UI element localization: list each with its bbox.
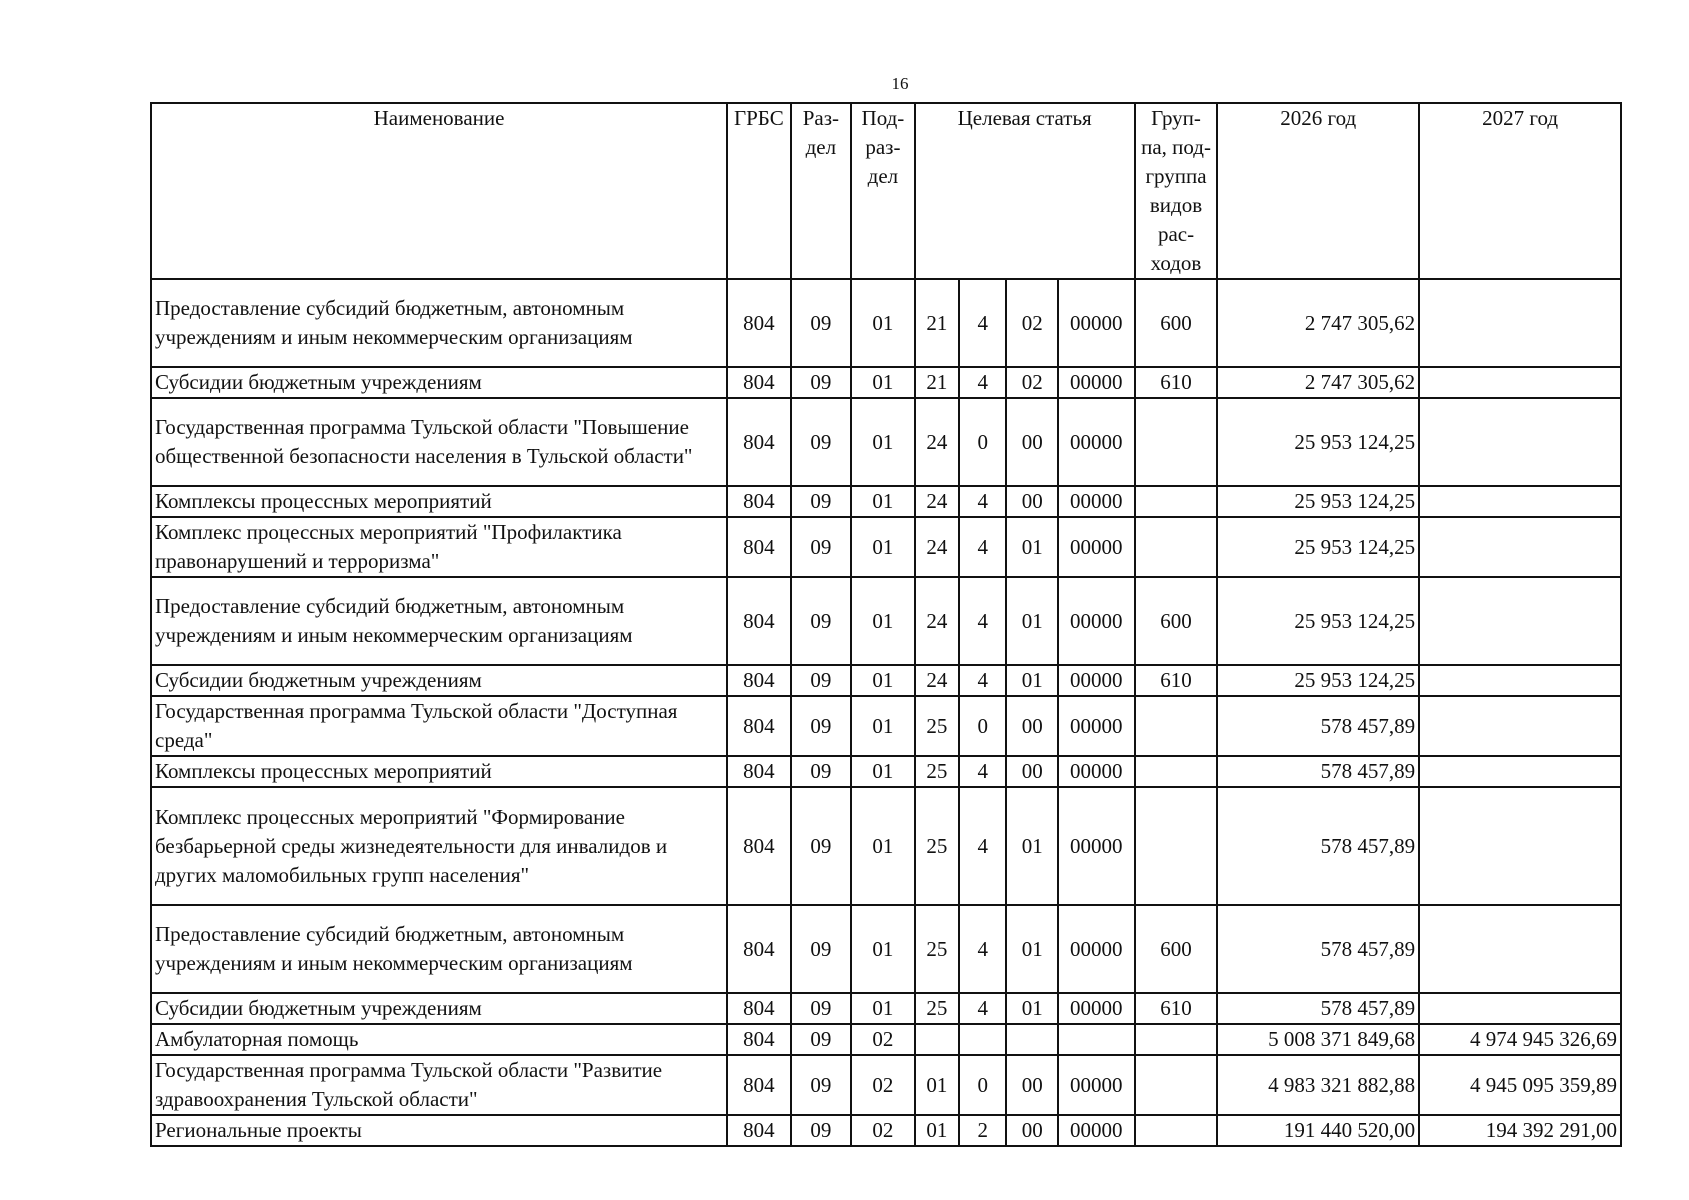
- cell-target-type: 4: [959, 577, 1006, 665]
- cell-name: Государственная программа Тульской области "Развитие здравоохранения Тульской области": [151, 1055, 727, 1115]
- cell-amount-2027: 194 392 291,00: [1419, 1115, 1621, 1146]
- cell-podrazdel: 02: [851, 1024, 915, 1055]
- cell-target-type: 4: [959, 787, 1006, 905]
- cell-target-program: 24: [915, 398, 959, 486]
- cell-name: Предоставление субсидий бюджетным, автономным учреждениям и иным некоммерческим организациям: [151, 577, 727, 665]
- cell-razdel: 09: [791, 1024, 852, 1055]
- cell-podrazdel: 01: [851, 905, 915, 993]
- cell-podrazdel: 02: [851, 1055, 915, 1115]
- cell-razdel: 09: [791, 577, 852, 665]
- cell-podrazdel: 01: [851, 696, 915, 756]
- cell-expense-group: [1135, 398, 1218, 486]
- cell-target-subprogram: 00: [1006, 756, 1057, 787]
- cell-name: Субсидии бюджетным учреждениям: [151, 367, 727, 398]
- cell-razdel: 09: [791, 367, 852, 398]
- header-target-article: Целевая статья: [915, 103, 1135, 279]
- table-row: [151, 367, 1621, 398]
- table-row: [151, 756, 1621, 787]
- cell-expense-group: [1135, 1115, 1218, 1146]
- cell-expense-group: [1135, 1024, 1218, 1055]
- cell-amount-2027: [1419, 517, 1621, 577]
- cell-target-subprogram: 00: [1006, 1055, 1057, 1115]
- cell-target-subprogram: 00: [1006, 398, 1057, 486]
- cell-amount-2026: 2 747 305,62: [1217, 279, 1419, 367]
- cell-amount-2027: [1419, 993, 1621, 1024]
- cell-target-direction: 00000: [1058, 756, 1135, 787]
- cell-grbs: 804: [727, 696, 791, 756]
- cell-target-type: 4: [959, 486, 1006, 517]
- cell-target-direction: 00000: [1058, 905, 1135, 993]
- cell-expense-group: 600: [1135, 577, 1218, 665]
- cell-grbs: 804: [727, 279, 791, 367]
- cell-podrazdel: 01: [851, 517, 915, 577]
- cell-target-subprogram: 01: [1006, 905, 1057, 993]
- cell-target-direction: [1058, 1024, 1135, 1055]
- cell-target-program: 24: [915, 486, 959, 517]
- cell-target-subprogram: 01: [1006, 665, 1057, 696]
- cell-name: Региональные проекты: [151, 1115, 727, 1146]
- cell-name: Комплекс процессных мероприятий "Профилактика правонарушений и терроризма": [151, 517, 727, 577]
- table-row: [151, 787, 1621, 905]
- cell-expense-group: 600: [1135, 905, 1218, 993]
- cell-name: Государственная программа Тульской области "Доступная среда": [151, 696, 727, 756]
- header-grbs: ГРБС: [727, 103, 791, 279]
- cell-grbs: 804: [727, 517, 791, 577]
- cell-amount-2027: [1419, 696, 1621, 756]
- cell-target-program: 24: [915, 517, 959, 577]
- cell-target-program: 25: [915, 905, 959, 993]
- cell-target-subprogram: 01: [1006, 993, 1057, 1024]
- table-body: [151, 279, 1621, 1146]
- cell-name: Субсидии бюджетным учреждениям: [151, 993, 727, 1024]
- cell-grbs: 804: [727, 787, 791, 905]
- cell-expense-group: 600: [1135, 279, 1218, 367]
- cell-target-direction: 00000: [1058, 517, 1135, 577]
- cell-amount-2026: 2 747 305,62: [1217, 367, 1419, 398]
- header-expense-group: Груп- па, под- группа видов рас- ходов: [1135, 103, 1218, 279]
- table-header-row: [151, 103, 1621, 279]
- cell-target-subprogram: 01: [1006, 517, 1057, 577]
- cell-amount-2026: 578 457,89: [1217, 787, 1419, 905]
- cell-grbs: 804: [727, 1115, 791, 1146]
- cell-target-subprogram: 01: [1006, 787, 1057, 905]
- cell-grbs: 804: [727, 367, 791, 398]
- cell-target-subprogram: [1006, 1024, 1057, 1055]
- cell-target-direction: 00000: [1058, 577, 1135, 665]
- cell-target-direction: 00000: [1058, 398, 1135, 486]
- cell-grbs: 804: [727, 665, 791, 696]
- cell-target-program: 01: [915, 1115, 959, 1146]
- cell-podrazdel: 01: [851, 577, 915, 665]
- header-name: Наименование: [151, 103, 727, 279]
- cell-target-subprogram: 02: [1006, 279, 1057, 367]
- cell-target-type: 4: [959, 517, 1006, 577]
- header-razdel: Раз- дел: [791, 103, 852, 279]
- cell-target-program: 21: [915, 279, 959, 367]
- cell-amount-2026: 5 008 371 849,68: [1217, 1024, 1419, 1055]
- cell-name: Предоставление субсидий бюджетным, автономным учреждениям и иным некоммерческим организациям: [151, 279, 727, 367]
- cell-podrazdel: 01: [851, 279, 915, 367]
- cell-amount-2027: [1419, 665, 1621, 696]
- header-2026: 2026 год: [1217, 103, 1419, 279]
- cell-podrazdel: 01: [851, 993, 915, 1024]
- cell-name: Комплексы процессных мероприятий: [151, 486, 727, 517]
- table-row: [151, 696, 1621, 756]
- table-row: [151, 486, 1621, 517]
- table-row: [151, 398, 1621, 486]
- cell-amount-2027: [1419, 905, 1621, 993]
- cell-amount-2026: 578 457,89: [1217, 756, 1419, 787]
- cell-amount-2026: 578 457,89: [1217, 696, 1419, 756]
- cell-target-program: 25: [915, 696, 959, 756]
- cell-name: Комплекс процессных мероприятий "Формирование безбарьерной среды жизнедеятельности для инвалидов и других маломобильных групп населения": [151, 787, 727, 905]
- cell-amount-2027: [1419, 787, 1621, 905]
- cell-expense-group: [1135, 1055, 1218, 1115]
- cell-razdel: 09: [791, 696, 852, 756]
- cell-amount-2026: 25 953 124,25: [1217, 665, 1419, 696]
- table-row: [151, 905, 1621, 993]
- cell-razdel: 09: [791, 993, 852, 1024]
- cell-razdel: 09: [791, 665, 852, 696]
- table-row: [151, 993, 1621, 1024]
- cell-target-program: 24: [915, 577, 959, 665]
- table-row: [151, 1024, 1621, 1055]
- cell-expense-group: 610: [1135, 993, 1218, 1024]
- cell-razdel: 09: [791, 517, 852, 577]
- cell-amount-2026: 25 953 124,25: [1217, 398, 1419, 486]
- cell-razdel: 09: [791, 1055, 852, 1115]
- cell-razdel: 09: [791, 787, 852, 905]
- cell-target-subprogram: 02: [1006, 367, 1057, 398]
- cell-podrazdel: 01: [851, 486, 915, 517]
- cell-expense-group: [1135, 696, 1218, 756]
- cell-target-program: 21: [915, 367, 959, 398]
- cell-podrazdel: 01: [851, 367, 915, 398]
- cell-target-program: 25: [915, 787, 959, 905]
- cell-target-type: 4: [959, 665, 1006, 696]
- table-row: [151, 577, 1621, 665]
- cell-grbs: 804: [727, 486, 791, 517]
- cell-grbs: 804: [727, 993, 791, 1024]
- cell-grbs: 804: [727, 577, 791, 665]
- cell-target-type: 4: [959, 756, 1006, 787]
- cell-target-program: 25: [915, 993, 959, 1024]
- cell-grbs: 804: [727, 1024, 791, 1055]
- cell-grbs: 804: [727, 905, 791, 993]
- cell-amount-2026: 4 983 321 882,88: [1217, 1055, 1419, 1115]
- cell-amount-2026: 578 457,89: [1217, 905, 1419, 993]
- table-row: [151, 279, 1621, 367]
- cell-amount-2026: 25 953 124,25: [1217, 577, 1419, 665]
- cell-razdel: 09: [791, 1115, 852, 1146]
- cell-podrazdel: 02: [851, 1115, 915, 1146]
- cell-target-direction: 00000: [1058, 279, 1135, 367]
- cell-target-direction: 00000: [1058, 665, 1135, 696]
- cell-podrazdel: 01: [851, 756, 915, 787]
- cell-amount-2026: 25 953 124,25: [1217, 517, 1419, 577]
- cell-target-program: 24: [915, 665, 959, 696]
- cell-name: Государственная программа Тульской области "Повышение общественной безопасности населения в Тульской области": [151, 398, 727, 486]
- page-number: 16: [891, 74, 909, 93]
- cell-target-type: 4: [959, 905, 1006, 993]
- header-2027: 2027 год: [1419, 103, 1621, 279]
- cell-target-type: 0: [959, 696, 1006, 756]
- cell-target-type: 0: [959, 398, 1006, 486]
- cell-razdel: 09: [791, 398, 852, 486]
- cell-target-subprogram: 00: [1006, 1115, 1057, 1146]
- cell-target-subprogram: 01: [1006, 577, 1057, 665]
- cell-target-direction: 00000: [1058, 1115, 1135, 1146]
- cell-expense-group: 610: [1135, 665, 1218, 696]
- cell-name: Субсидии бюджетным учреждениям: [151, 665, 727, 696]
- header-podrazdel: Под- раз- дел: [851, 103, 915, 279]
- cell-target-direction: 00000: [1058, 696, 1135, 756]
- cell-expense-group: [1135, 486, 1218, 517]
- cell-target-type: 0: [959, 1055, 1006, 1115]
- cell-name: Комплексы процессных мероприятий: [151, 756, 727, 787]
- cell-target-subprogram: 00: [1006, 696, 1057, 756]
- cell-amount-2027: [1419, 577, 1621, 665]
- cell-amount-2027: [1419, 279, 1621, 367]
- table-row: [151, 1115, 1621, 1146]
- table-row: [151, 665, 1621, 696]
- cell-expense-group: [1135, 756, 1218, 787]
- cell-target-direction: 00000: [1058, 367, 1135, 398]
- cell-target-type: 4: [959, 993, 1006, 1024]
- cell-target-type: 2: [959, 1115, 1006, 1146]
- cell-expense-group: [1135, 787, 1218, 905]
- cell-target-subprogram: 00: [1006, 486, 1057, 517]
- cell-target-program: 01: [915, 1055, 959, 1115]
- cell-grbs: 804: [727, 756, 791, 787]
- cell-target-direction: 00000: [1058, 1055, 1135, 1115]
- cell-amount-2027: [1419, 486, 1621, 517]
- cell-amount-2027: [1419, 367, 1621, 398]
- cell-expense-group: 610: [1135, 367, 1218, 398]
- cell-amount-2026: 25 953 124,25: [1217, 486, 1419, 517]
- cell-target-direction: 00000: [1058, 993, 1135, 1024]
- cell-razdel: 09: [791, 486, 852, 517]
- cell-amount-2027: 4 945 095 359,89: [1419, 1055, 1621, 1115]
- cell-podrazdel: 01: [851, 398, 915, 486]
- cell-amount-2027: [1419, 398, 1621, 486]
- table-row: [151, 1055, 1621, 1115]
- cell-razdel: 09: [791, 756, 852, 787]
- cell-target-program: [915, 1024, 959, 1055]
- table-row: [151, 517, 1621, 577]
- cell-target-type: 4: [959, 279, 1006, 367]
- cell-amount-2026: 191 440 520,00: [1217, 1115, 1419, 1146]
- budget-table: [150, 102, 1622, 1147]
- cell-target-direction: 00000: [1058, 787, 1135, 905]
- cell-amount-2027: 4 974 945 326,69: [1419, 1024, 1621, 1055]
- cell-razdel: 09: [791, 279, 852, 367]
- cell-grbs: 804: [727, 1055, 791, 1115]
- cell-name: Предоставление субсидий бюджетным, автономным учреждениям и иным некоммерческим организациям: [151, 905, 727, 993]
- cell-amount-2026: 578 457,89: [1217, 993, 1419, 1024]
- cell-expense-group: [1135, 517, 1218, 577]
- cell-target-type: 4: [959, 367, 1006, 398]
- cell-podrazdel: 01: [851, 665, 915, 696]
- cell-name: Амбулаторная помощь: [151, 1024, 727, 1055]
- cell-amount-2027: [1419, 756, 1621, 787]
- cell-grbs: 804: [727, 398, 791, 486]
- cell-podrazdel: 01: [851, 787, 915, 905]
- cell-target-type: [959, 1024, 1006, 1055]
- cell-target-program: 25: [915, 756, 959, 787]
- cell-target-direction: 00000: [1058, 486, 1135, 517]
- cell-razdel: 09: [791, 905, 852, 993]
